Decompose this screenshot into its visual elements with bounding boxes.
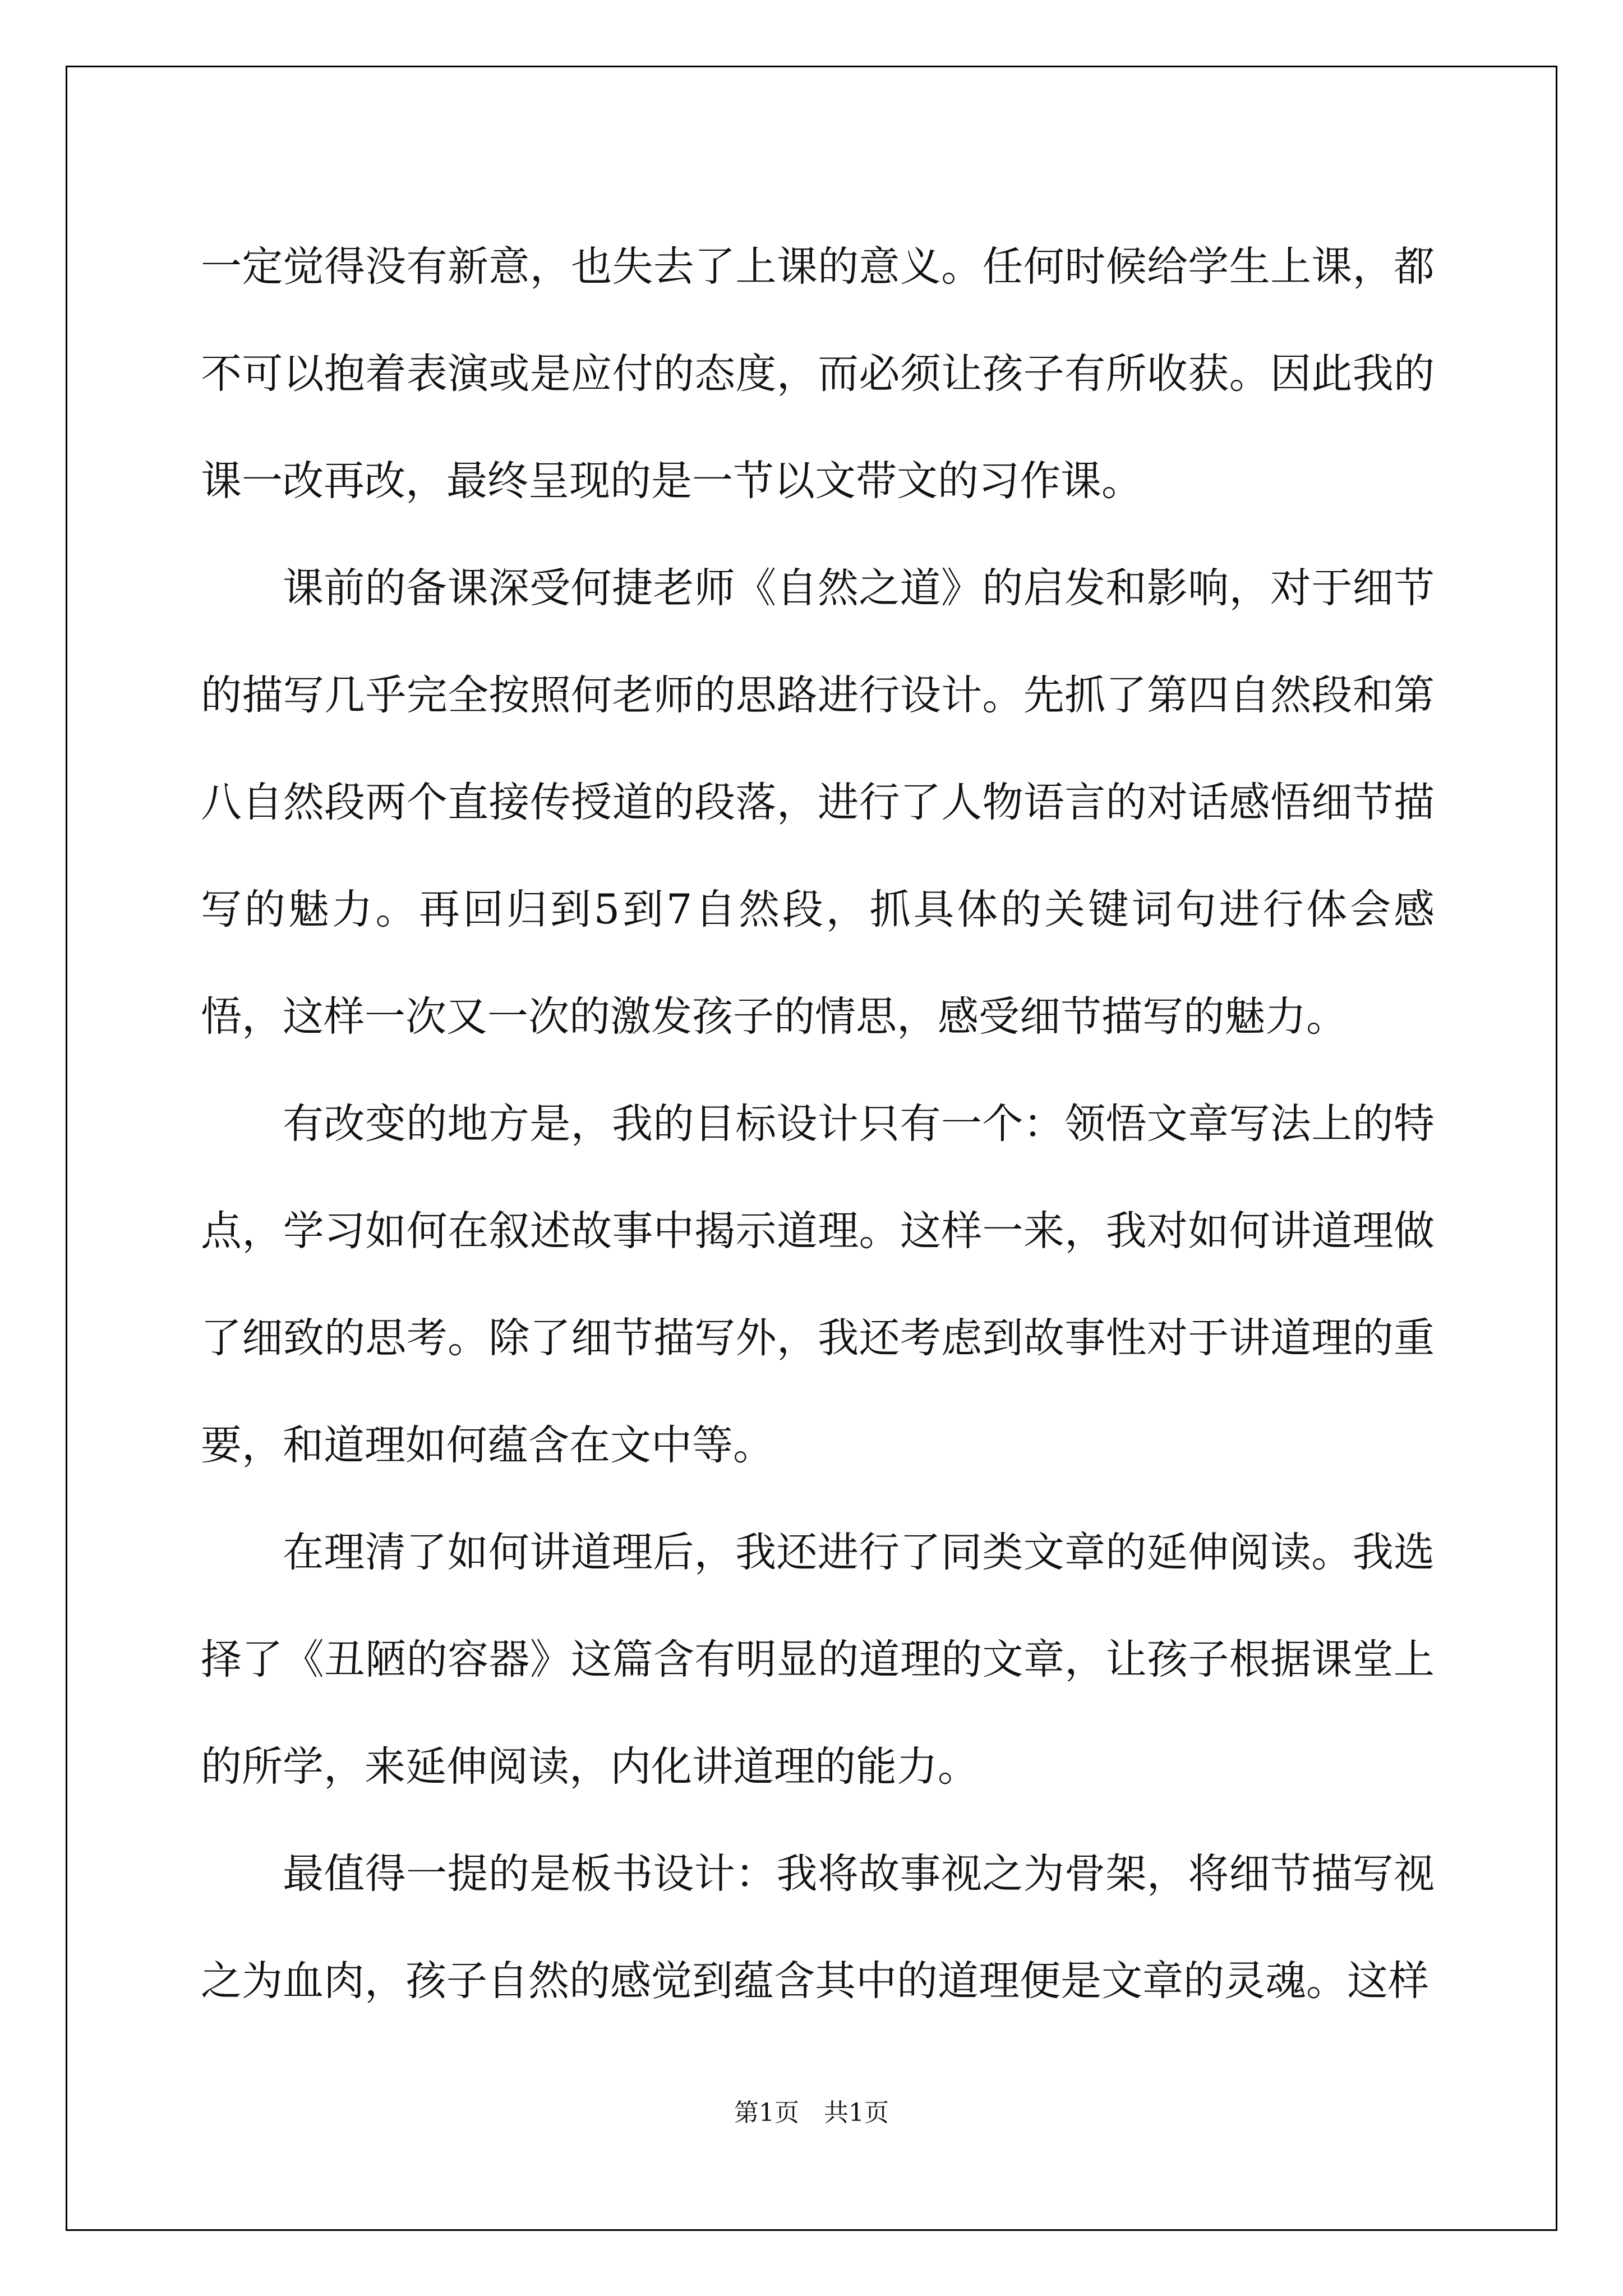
paragraph-3: 有改变的地方是，我的目标设计只有一个：领悟文章写法上的特点，学习如何在叙述故事中揭示道理。这样一来，我对如何讲道理做了细致的思考。除了细节描写外，我还考虑到故事性对于讲道理的重要，和道理如何蕴含在文中等。 — [201, 1100, 1435, 1469]
paragraph-1: 一定觉得没有新意，也失去了上课的意义。任何时候给学生上课，都不可以抱着表演或是应付的态度，而必须让孩子有所收获。因此我的课一改再改，最终呈现的是一节以文带文的习作课。 — [201, 243, 1435, 505]
paragraph-4: 在理清了如何讲道理后，我还进行了同类文章的延伸阅读。我选择了《丑陋的容器》这篇含有明显的道理的文章，让孩子根据课堂上的所学，来延伸阅读，内化讲道理的能力。 — [201, 1529, 1435, 1791]
page-number: 第1页 — [734, 2099, 799, 2127]
page-footer — [0, 2092, 1623, 2128]
paragraph-2: 课前的备课深受何捷老师《自然之道》的启发和影响，对于细节的描写几乎完全按照何老师的思路进行设计。先抓了第四自然段和第八自然段两个直接传授道的段落，进行了人物语言的对话感悟细节描写的魅力。再回归到5到7自然段，抓具体的关键词句进行体会感悟，这样一次又一次的激发孩子的情思，感受细节描写的魅力。 — [201, 564, 1435, 1041]
document-body — [201, 213, 1435, 2035]
page-total: 共1页 — [824, 2099, 889, 2127]
paragraph-5: 最值得一提的是板书设计：我将故事视之为骨架，将细节描写视之为血肉，孩子自然的感觉到蕴含其中的道理便是文章的灵魂。这样 — [201, 1850, 1435, 2005]
